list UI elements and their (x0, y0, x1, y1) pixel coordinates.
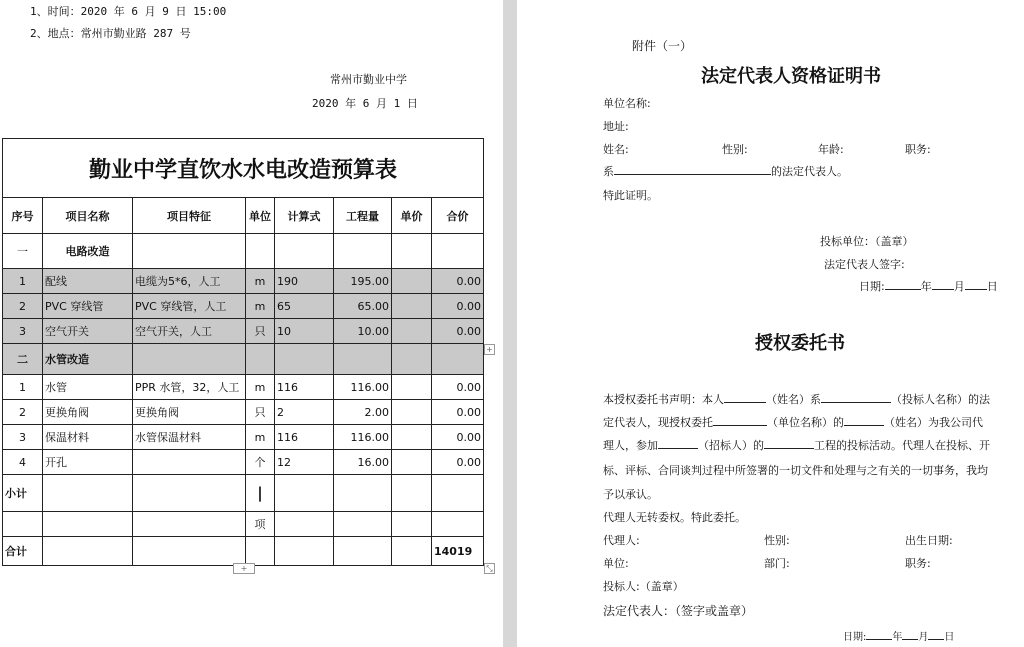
gender2-label: 性别: (764, 534, 790, 547)
date-label: 日期: (843, 632, 867, 643)
cell-formula: 12 (275, 450, 334, 475)
table-row (3, 450, 484, 475)
table-row (3, 400, 484, 425)
cell-formula: 2 (275, 400, 334, 425)
cell-unit: m (246, 375, 275, 400)
legal-rep-suffix: 的法定代表人。 (771, 165, 848, 178)
section-name: 电路改造 (43, 234, 133, 269)
cell-formula: 116 (275, 375, 334, 400)
cell-price (392, 400, 432, 425)
cell-total: 0.00 (432, 400, 484, 425)
subtotal-row (3, 475, 484, 512)
blank-line (902, 629, 918, 640)
auth-text: （姓名）为我公司代 (884, 416, 983, 429)
notice-org: 常州市勤业中学 (330, 73, 407, 86)
auth-title: 授权委托书 (755, 333, 845, 354)
auth-text: （单位名称）的 (767, 416, 844, 429)
column-header: 合价 (432, 198, 484, 234)
cell-feature: PPR 水管，32，人工 (133, 375, 246, 400)
cell-unit: 只 (246, 400, 275, 425)
cell-price (392, 269, 432, 294)
column-header: 项目名称 (43, 198, 133, 234)
auth-line-4: 标、评标、合同谈判过程中所签署的一切文件和处理与之有关的一切事务，我均 (603, 464, 988, 477)
unit-name-label: 单位名称: (603, 97, 651, 110)
cell-total: 0.00 (432, 294, 484, 319)
cell-feature: 空气开关，人工 (133, 319, 246, 344)
cell-name: 开孔 (43, 450, 133, 475)
address-label: 地址: (603, 120, 629, 133)
cell-name: 空气开关 (43, 319, 133, 344)
gender-label: 性别: (722, 143, 748, 156)
birth-label: 出生日期: (905, 534, 953, 547)
subtotal-unit-row (3, 512, 484, 537)
table-row (3, 425, 484, 450)
year-label: 年 (892, 632, 903, 643)
auth-line-1 (603, 391, 990, 407)
budget-table (2, 138, 484, 566)
certified-text: 特此证明。 (603, 189, 658, 202)
auth-line-3 (603, 437, 990, 453)
table-header-row (3, 198, 484, 234)
cell-qty: 2.00 (334, 400, 392, 425)
legal-rep-sign-label: 法定代表人：（签字或盖章） (603, 604, 754, 618)
cell-no: 3 (3, 425, 43, 450)
cell-feature: 更换角阀 (133, 400, 246, 425)
section-name: 水管改造 (43, 344, 133, 375)
cell-feature: PVC 穿线管，人工 (133, 294, 246, 319)
blank-line (928, 629, 944, 640)
column-header: 单位 (246, 198, 275, 234)
auth-text: （投标人名称）的法 (891, 393, 990, 406)
cell-qty: 10.00 (334, 319, 392, 344)
blank-line (614, 163, 771, 175)
unit-label: 单位: (603, 557, 629, 570)
cell-formula: 65 (275, 294, 334, 319)
cell-unit: m (246, 425, 275, 450)
blank-line (965, 278, 987, 290)
cell-total: 0.00 (432, 319, 484, 344)
cell-total: 0.00 (432, 425, 484, 450)
add-column-handle[interactable]: + (484, 344, 495, 355)
cell-total: 0.00 (432, 269, 484, 294)
auth-text: 理人，参加 (603, 439, 658, 452)
cell-no: 1 (3, 269, 43, 294)
position2-label: 职务: (905, 557, 931, 570)
day-label: 日 (944, 632, 955, 643)
table-row (3, 269, 484, 294)
cell-name: 配线 (43, 269, 133, 294)
cell-price (392, 319, 432, 344)
bidder-seal: 投标单位：（盖章） (820, 235, 914, 248)
cell-qty: 16.00 (334, 450, 392, 475)
position-label: 职务: (905, 143, 931, 156)
cell-price (392, 375, 432, 400)
cell-feature: 水管保温材料 (133, 425, 246, 450)
subtotal-label: 小计 (3, 475, 43, 512)
no-transfer-text: 代理人无转委权。特此委托。 (603, 511, 746, 524)
month-label: 月 (918, 632, 929, 643)
date-line-2 (843, 628, 954, 643)
cell-feature (133, 450, 246, 475)
xi-text: 系 (603, 165, 614, 178)
cell-formula: 116 (275, 425, 334, 450)
table-row (3, 375, 484, 400)
table-row (3, 319, 484, 344)
cert-title: 法定代表人资格证明书 (701, 66, 881, 87)
cell-qty: 116.00 (334, 375, 392, 400)
legal-rep-line (603, 163, 848, 179)
cell-no: 1 (3, 375, 43, 400)
auth-line-5: 予以承认。 (603, 488, 658, 501)
total-value: 14019 (432, 537, 484, 566)
cell-price (392, 450, 432, 475)
cell-formula: 10 (275, 319, 334, 344)
cell-name: 保温材料 (43, 425, 133, 450)
table-row (3, 294, 484, 319)
cell-name: PVC 穿线管 (43, 294, 133, 319)
year-label: 年 (920, 280, 932, 293)
blank-line (885, 278, 921, 290)
auth-line-2 (603, 414, 983, 430)
cell-no: 3 (3, 319, 43, 344)
column-header: 序号 (3, 198, 43, 234)
table-resize-handle[interactable]: ⤡ (484, 563, 495, 574)
blank-line (932, 278, 954, 290)
column-header: 项目特征 (133, 198, 246, 234)
cell-name: 更换角阀 (43, 400, 133, 425)
auth-text: （姓名）系 (766, 393, 821, 406)
attachment-label: 附件（一） (632, 39, 693, 53)
table-title: 勤业中学直饮水水电改造预算表 (3, 139, 484, 198)
cell-qty: 195.00 (334, 269, 392, 294)
cell-unit: 个 (246, 450, 275, 475)
notice-place: 2、地点：常州市勤业路 287 号 (30, 27, 191, 40)
cell-unit: m (246, 269, 275, 294)
name-label: 姓名: (603, 143, 629, 156)
section-row (3, 344, 484, 375)
cell-qty: 65.00 (334, 294, 392, 319)
blank-line (821, 391, 891, 403)
cell-no: 4 (3, 450, 43, 475)
cell-price (392, 425, 432, 450)
cell-total: 0.00 (432, 375, 484, 400)
cell-no: 2 (3, 294, 43, 319)
cell-unit: 只 (246, 319, 275, 344)
cell-feature: 电缆为5*6，人工 (133, 269, 246, 294)
notice-time: 1、时间：2020 年 6 月 9 日 15:00 (30, 5, 227, 18)
blank-line (658, 437, 698, 449)
total-label: 合计 (3, 537, 43, 566)
blank-line (844, 414, 884, 426)
cell-total: 0.00 (432, 450, 484, 475)
cell-no: 2 (3, 400, 43, 425)
left-page (0, 0, 503, 647)
dept-label: 部门: (764, 557, 790, 570)
section-no: 二 (3, 344, 43, 375)
rep-sign: 法定代表人签字: (824, 258, 905, 271)
auth-text: 本授权委托书声明：本人 (603, 393, 724, 406)
blank-line (724, 391, 766, 403)
blank-line (713, 414, 767, 426)
column-header: 计算式 (275, 198, 334, 234)
date-label: 日期: (859, 280, 885, 293)
age-label: 年龄: (818, 143, 844, 156)
blank-line (866, 629, 892, 640)
agent-label: 代理人: (603, 534, 640, 547)
auth-text: 工程的投标活动。代理人在投标、开 (814, 439, 990, 452)
total-row (3, 537, 484, 566)
column-header: 单价 (392, 198, 432, 234)
add-row-handle[interactable]: + (233, 563, 255, 574)
cell-price (392, 294, 432, 319)
blank-line (764, 437, 814, 449)
notice-date: 2020 年 6 月 1 日 (312, 97, 418, 110)
day-label: 日 (986, 280, 998, 293)
cell-unit: m (246, 294, 275, 319)
right-page (517, 0, 1024, 647)
month-label: 月 (953, 280, 965, 293)
auth-text: （招标人）的 (698, 439, 764, 452)
cell-qty: 116.00 (334, 425, 392, 450)
bidder-label: 投标人:（盖章） (603, 580, 684, 593)
cell-name: 水管 (43, 375, 133, 400)
section-row (3, 234, 484, 269)
auth-text: 定代表人，现授权委托 (603, 416, 713, 429)
cell-formula: 190 (275, 269, 334, 294)
column-header: 工程量 (334, 198, 392, 234)
subtotal-unit-mark: | (246, 475, 275, 512)
date-line-1 (859, 278, 998, 294)
subtotal-unit: 项 (246, 512, 275, 537)
section-no: 一 (3, 234, 43, 269)
